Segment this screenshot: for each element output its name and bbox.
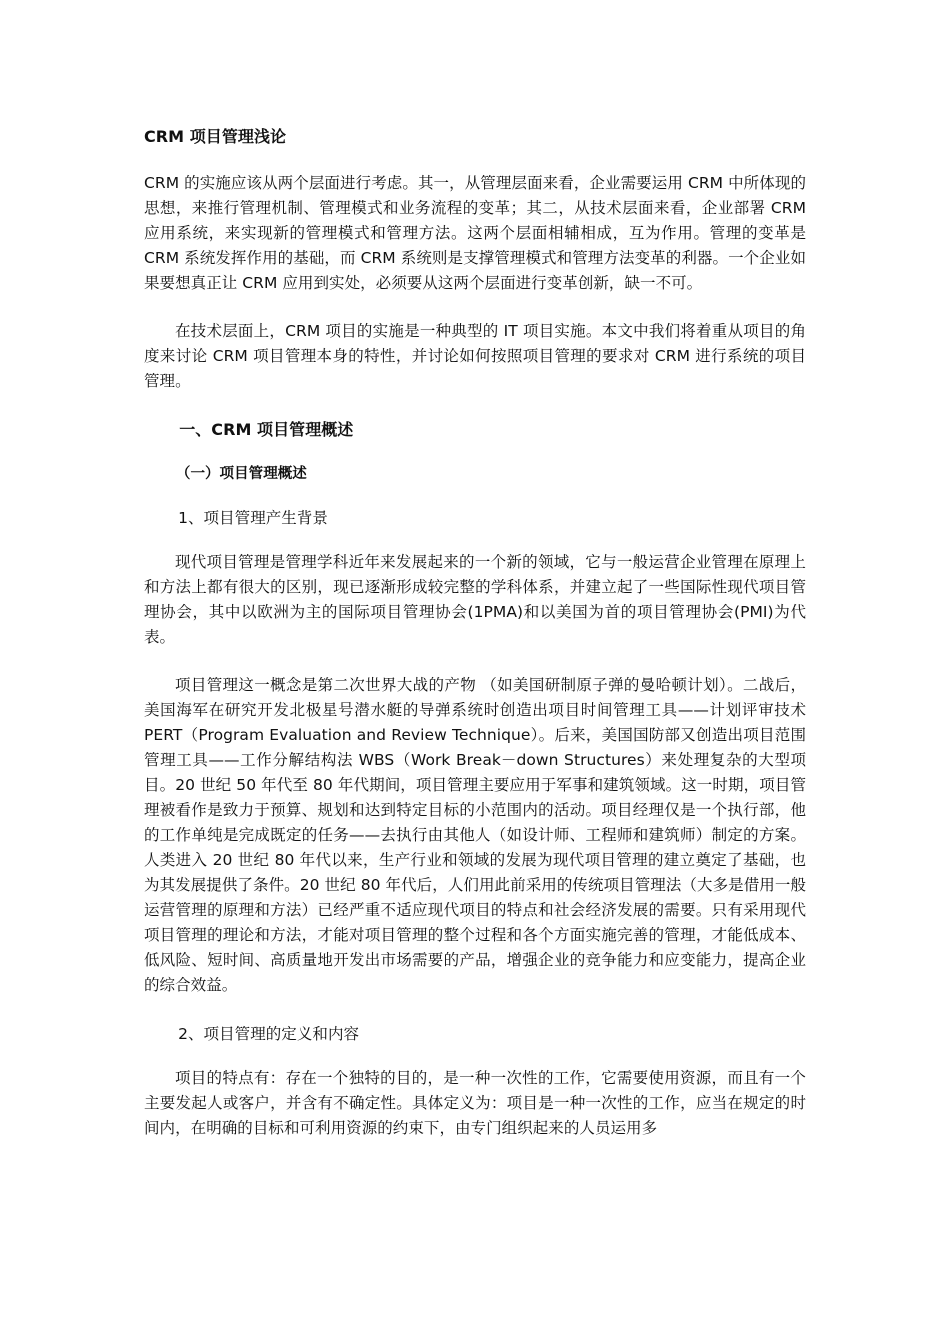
- modern-pm-paragraph: 现代项目管理是管理学科近年来发展起来的一个新的领域，它与一般运营企业管理在原理上和方法上都有很大的区别，现已逐渐形成较完整的学科体系，并建立起了一些国际性现代项目管理协会，其中以欧洲为主的国际项目管理协会(1PMA)和以美国为首的项目管理协会(PMI)为代表。: [144, 553, 806, 646]
- pm-history-paragraph: 项目管理这一概念是第二次世界大战的产物 （如美国研制原子弹的曼哈顿计划）。二战后，美国海军在研究开发北极星号潜水艇的导弹系统时创造出项目时间管理工具——计划评审技术 PERT（Program Evaluation and Review Technique）。后来，美国国防部又创造出项目范围管理工具——工作分解结构法 WBS（Work Break－down Structures）来处理复杂的大型项目。20 世纪 50 年代至 80 年代期间，项目管理主要应用于军事和建筑领域。这一时期，项目管理被看作是致力于预算、规划和达到特定目标的小范围内的活动。项目经理仅是一个执行部，他的工作单纯是完成既定的任务——去执行由其他人（如设计师、工程师和建筑师）制定的方案。人类进入 20 世纪 80 年代以来，生产行业和领域的发展为现代项目管理的建立奠定了基础，也为其发展提供了条件。20 世纪 80 年代后，人们用此前采用的传统项目管理法（大多是借用一般运营管理的原理和方法）已经严重不适应现代项目的特点和社会经济发展的需要。只有采用现代项目管理的理论和方法，才能对项目管理的整个过程和各个方面实施完善的管理，才能低成本、低风险、短时间、高质量地开发出市场需要的产品，增强企业的竞争能力和应变能力，提高企业的综合效益。: [144, 676, 806, 994]
- project-characteristics-paragraph: 项目的特点有：存在一个独特的目的，是一种一次性的工作，它需要使用资源，而且有一个主要发起人或客户，并含有不确定性。具体定义为：项目是一种一次性的工作，应当在规定的时间内，在明确的目标和可利用资源的约束下，由专门组织起来的人员运用多: [144, 1069, 806, 1137]
- document-body: [144, 124, 806, 1164]
- intro-paragraph: CRM 的实施应该从两个层面进行考虑。其一，从管理层面来看，企业需要运用 CRM 中所体现的思想，来推行管理机制、管理模式和业务流程的变革；其二，从技术层面来看，企业部署 CRM 应用系统，来实现新的管理模式和管理方法。这两个层面相辅相成，互为作用。管理的变革是 CRM 系统发挥作用的基础，而 CRM 系统则是支撑管理模式和管理方法变革的利器。一个企业如果要想真正让 CRM 应用到实处，必须要从这两个层面进行变革创新，缺一不可。: [144, 174, 806, 292]
- document-title: CRM 项目管理浅论: [144, 127, 287, 146]
- item-heading-background: 1、项目管理产生背景: [178, 509, 328, 527]
- item-heading-definition: 2、项目管理的定义和内容: [178, 1025, 360, 1043]
- section-heading-overview: 一、CRM 项目管理概述: [179, 420, 354, 439]
- subsection-heading-project-management: （一）项目管理概述: [175, 466, 307, 482]
- technical-level-paragraph: 在技术层面上，CRM 项目的实施是一种典型的 IT 项目实施。本文中我们将着重从项目的角度来讨论 CRM 项目管理本身的特性，并讨论如何按照项目管理的要求对 CRM 进行系统的项目管理。: [144, 322, 806, 390]
